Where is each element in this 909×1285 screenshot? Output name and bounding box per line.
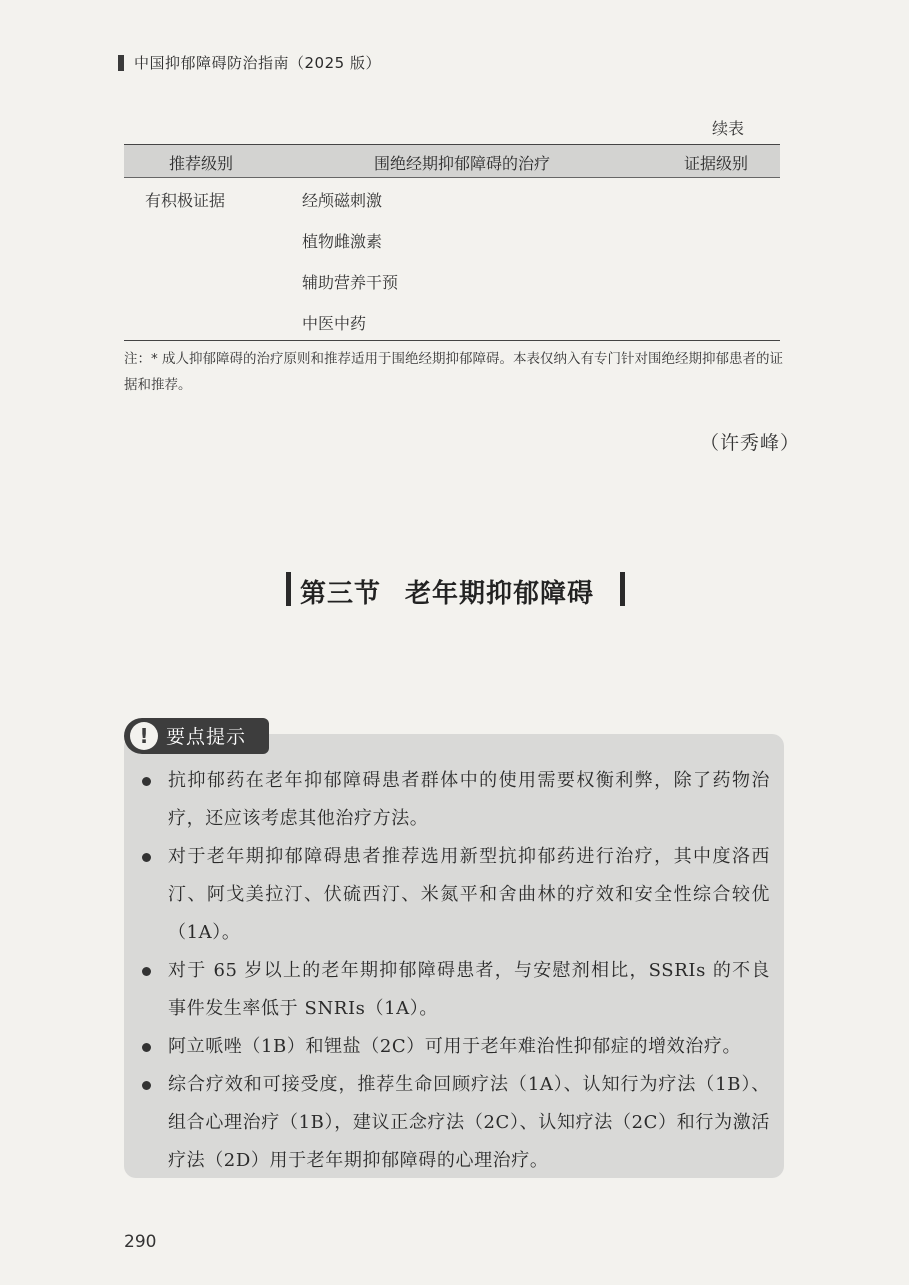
page-number: 290 — [124, 1232, 157, 1252]
section-title: 老年期抑郁障碍 — [405, 579, 595, 609]
table-header-row — [124, 144, 780, 178]
key-point-item: 综合疗效和可接受度，推荐生命回顾疗法（1A）、认知行为疗法（1B）、组合心理治疗（1B），建议正念疗法（2C）、认知疗法（2C）和行为激活疗法（2D）用于老年期抑郁障碍的心理治疗。 — [140, 1066, 770, 1180]
running-header-title: 中国抑郁障碍防治指南（2025 版） — [134, 54, 381, 72]
section-number: 第三节 — [300, 579, 382, 609]
running-header-bar — [118, 55, 124, 71]
key-point-item: 对于老年期抑郁障碍患者推荐选用新型抗抑郁药进行治疗，其中度洛西汀、阿戈美拉汀、伏硫西汀、米氮平和舍曲林的疗效和安全性综合较优（1A）。 — [140, 838, 770, 952]
key-points-list — [140, 762, 770, 1180]
table-note: 注：* 成人抑郁障碍的治疗原则和推荐适用于围绝经期抑郁障碍。本表仅纳入有专门针对围绝经期抑郁患者的证据和推荐。 — [124, 351, 784, 393]
key-point-item: 抗抑郁药在老年抑郁障碍患者群体中的使用需要权衡利弊，除了药物治疗，还应该考虑其他治疗方法。 — [140, 762, 770, 838]
key-point-item: 阿立哌唑（1B）和锂盐（2C）可用于老年难治性抑郁症的增效治疗。 — [140, 1028, 770, 1066]
section-heading-bar-right — [620, 572, 625, 606]
table-cell-treatment: 植物雌激素 — [302, 232, 383, 251]
table-cell-treatment: 辅助营养干预 — [302, 273, 399, 292]
section-heading — [300, 573, 594, 610]
key-points-label: 要点提示 — [166, 726, 247, 748]
key-point-item: 对于 65 岁以上的老年期抑郁障碍患者，与安慰剂相比，SSRIs 的不良事件发生率低于 SNRIs（1A）。 — [140, 952, 770, 1028]
table-header-level: 推荐级别 — [169, 154, 234, 173]
table-header-treatment: 围绝经期抑郁障碍的治疗 — [374, 154, 551, 173]
author-credit: （许秀峰） — [700, 432, 801, 454]
table-bottom-rule — [124, 340, 780, 341]
table-cell-treatment: 经颅磁刺激 — [302, 191, 383, 210]
continued-label: 续表 — [712, 119, 745, 138]
table-cell-level: 有积极证据 — [145, 191, 226, 210]
table-header-evidence: 证据级别 — [684, 154, 749, 173]
exclamation-icon: ! — [130, 722, 158, 750]
section-heading-bar-left — [286, 572, 291, 606]
table-cell-treatment: 中医中药 — [302, 314, 367, 333]
